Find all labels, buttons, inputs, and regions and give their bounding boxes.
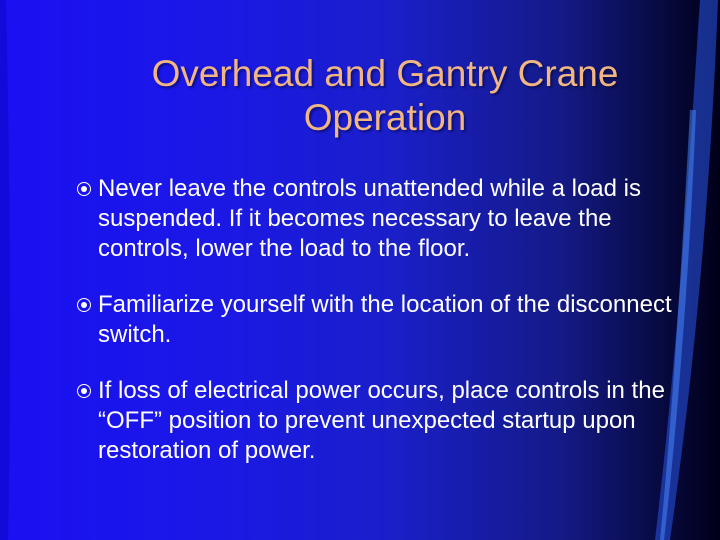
circle-dot-icon [77,298,91,312]
slide-title-line-1: Overhead and Gantry Crane [151,53,619,94]
bullet-text: If loss of electrical power occurs, place controls in the “OFF” position to prevent unexpected startup upon restoration of power. [98,377,665,464]
bullet-item [76,376,696,466]
bullet-item [76,174,696,264]
bullet-list [76,174,696,466]
circle-dot-icon [77,182,91,196]
slide-title-line-2: Operation [303,97,467,138]
slide-title [90,52,680,140]
bullet-text: Familiarize yourself with the location of the disconnect switch. [98,291,672,348]
bullet-item [76,290,696,350]
swoosh-left-edge [0,0,10,540]
circle-dot-icon [77,384,91,398]
bullet-text: Never leave the controls unattended while a load is suspended. If it becomes necessary to leave the controls, lower the load to the floor. [98,175,641,262]
